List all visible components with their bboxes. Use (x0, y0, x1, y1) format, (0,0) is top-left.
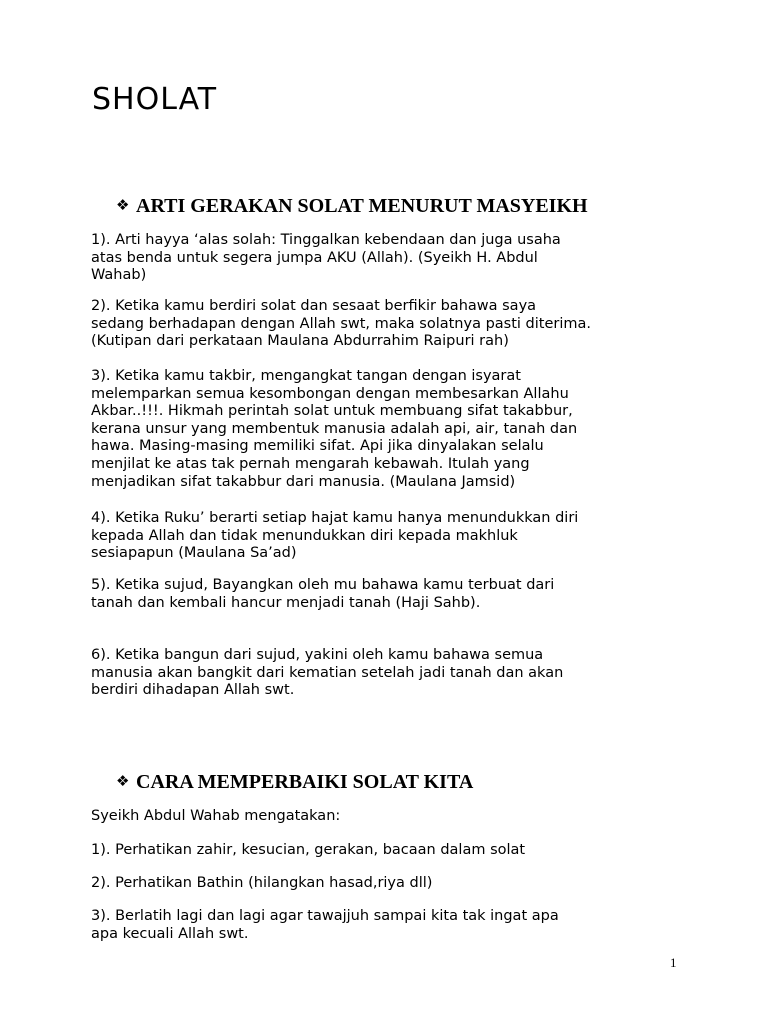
text-line: manusia akan bangkit dari kematian setelah jadi tanah dan akan (91, 664, 564, 681)
diamond-bullet-icon: ❖ (116, 196, 130, 214)
paragraph (91, 808, 691, 826)
paragraph (91, 577, 691, 612)
text-line: tanah dan kembali hancur menjadi tanah (Haji Sahb). (91, 594, 481, 611)
text-line: sesiapapun (Maulana Sa’ad) (91, 545, 297, 562)
text-line: kerana unsur yang membentuk manusia adalah api, air, tanah dan (91, 420, 578, 437)
paragraph (91, 298, 691, 351)
text-line: apa kecuali Allah swt. (91, 925, 249, 942)
text-line: 1). Arti hayya ‘alas solah: Tinggalkan kebendaan dan juga usaha (91, 232, 561, 248)
section-heading-arti-gerakan (116, 192, 588, 219)
text-line: 6). Ketika bangun dari sujud, yakini oleh kamu bahawa semua (91, 647, 544, 663)
text-line: berdiri dihadapan Allah swt. (91, 682, 295, 699)
text-line: menjilat ke atas tak pernah mengarah kebawah. Itulah yang (91, 455, 530, 472)
text-line: hawa. Masing-masing memiliki sifat. Api jika dinyalakan selalu (91, 438, 544, 455)
section-heading-cara-memperbaiki (116, 768, 473, 795)
paragraph (91, 647, 691, 700)
text-line: (Kutipan dari perkataan Maulana Abdurrahim Raipuri rah) (91, 333, 509, 350)
text-line: 4). Ketika Ruku’ berarti setiap hajat kamu hanya menundukkan diri (91, 510, 579, 526)
paragraph (91, 232, 691, 285)
paragraph (91, 368, 691, 491)
text-line: menjadikan sifat takabbur dari manusia. (Maulana Jamsid) (91, 473, 516, 490)
page-title: SHOLAT (92, 82, 218, 117)
text-line: 5). Ketika sujud, Bayangkan oleh mu bahawa kamu terbuat dari (91, 577, 555, 593)
text-line: atas benda untuk segera jumpa AKU (Allah). (Syeikh H. Abdul (91, 249, 538, 266)
text-line: Syeikh Abdul Wahab mengatakan: (91, 808, 341, 824)
text-line: 3). Ketika kamu takbir, mengangkat tangan dengan isyarat (91, 368, 521, 384)
paragraph (91, 510, 691, 563)
diamond-bullet-icon: ❖ (116, 772, 130, 790)
text-line: 1). Perhatikan zahir, kesucian, gerakan, bacaan dalam solat (91, 842, 526, 858)
text-line: melemparkan semua kesombongan dengan membesarkan Allahu (91, 385, 569, 402)
text-line: sedang berhadapan dengan Allah swt, maka solatnya pasti diterima. (91, 315, 591, 332)
paragraph (91, 842, 691, 860)
text-line: Wahab) (91, 267, 147, 284)
text-line: Akbar..!!!. Hikmah perintah solat untuk membuang sifat takabbur, (91, 403, 573, 420)
text-line: kepada Allah dan tidak menundukkan diri kepada makhluk (91, 527, 518, 544)
paragraph (91, 908, 691, 943)
text-line: 2). Ketika kamu berdiri solat dan sesaat berfikir bahawa saya (91, 298, 537, 314)
text-line: 3). Berlatih lagi dan lagi agar tawajjuh sampai kita tak ingat apa (91, 908, 559, 924)
page-number: 1 (670, 955, 677, 970)
section-heading-text: CARA MEMPERBAIKI SOLAT KITA (136, 771, 474, 793)
section-heading-text: ARTI GERAKAN SOLAT MENURUT MASYEIKH (136, 195, 588, 217)
text-line: 2). Perhatikan Bathin (hilangkan hasad,riya dll) (91, 875, 433, 891)
paragraph (91, 875, 691, 893)
